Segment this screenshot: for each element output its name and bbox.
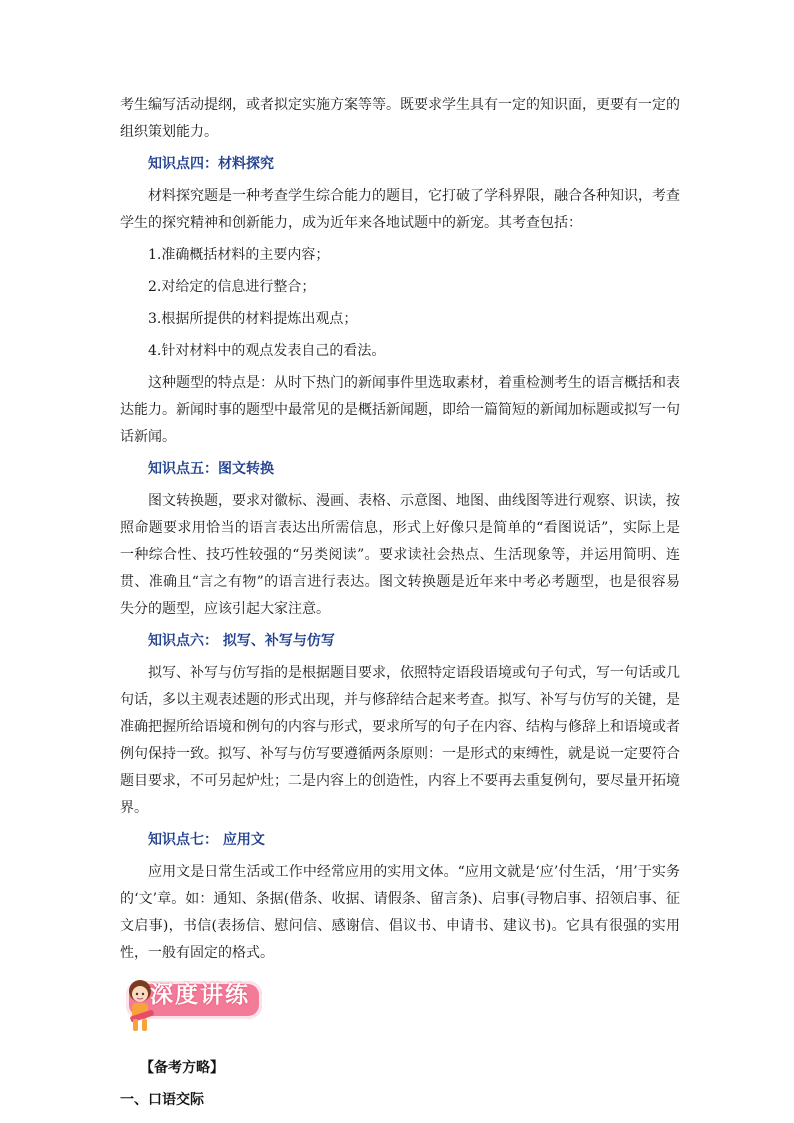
section-4-item-1: 1.准确概括材料的主要内容； [148,247,330,263]
section-6-paragraph-1: 拟写、补写与仿写指的是根据题目要求，依照特定语段语境或句子句式，写一句话或几句话，多以主观表述题的形式出现，并与修辞结合起来考查。拟写、补写与仿写的关键，是准确把握所给语境和例句的内容与形式，要求所写的句子在内容、结构与修辞上和语境或者例句保持一致。拟写、补写与仿写要遵循两条原则：一是形式的束缚性，就是说一定要符合题目要求，不可另起炉灶；二是内容上的创造性，内容上不要再去重复例句，要尽量开拓境界。 [120,665,680,816]
section-4-item-4: 4.针对材料中的观点发表自己的看法。 [148,343,386,359]
section-4-item-3: 3.根据所提供的材料提炼出观点； [148,311,358,327]
document-page [120,92,680,1114]
section-4-paragraph-2: 这种题型的特点是：从时下热门的新闻事件里选取素材，着重检测考生的语言概括和表达能力。新闻时事的题型中最常见的是概括新闻题，即给一篇简短的新闻加标题或拟写一句话新闻。 [120,375,680,445]
strategy-item-1: 一、口语交际 [120,1092,204,1108]
section-4-item-2: 2.对给定的信息进行整合； [148,279,316,295]
deep-practice-banner [120,975,680,1035]
section-5-paragraph-1: 图文转换题，要求对徽标、漫画、表格、示意图、地图、曲线图等进行观察、识读，按照命题要求用恰当的语言表达出所需信息，形式上好像只是简单的“看图说话”，实际上是一种综合性、技巧性较强的“另类阅读”。要求读社会热点、生活现象等，并运用简明、连贯、准确且“言之有物”的语言进行表达。图文转换题是近年来中考必考题型，也是很容易失分的题型，应该引起大家注意。 [120,493,680,617]
section-4-paragraph-1: 材料探究题是一种考查学生综合能力的题目，它打破了学科界限，融合各种知识，考查学生的探究精神和创新能力，成为近年来各地试题中的新宠。其考查包括： [120,188,680,231]
banner-title: 深度讲练 [150,982,250,1008]
section-7-paragraph-1: 应用文是日常生活或工作中经常应用的实用文体。“应用文就是‘应’付生活，‘用’于实务的‘文’章。如：通知、条据(借条、收据、请假条、留言条)、启事(寻物启事、招领启事、征文启事)，书信(表扬信、慰问信、感谢信、倡议书、申请书、建议书)。它具有很强的实用性，一般有固定的格式。 [120,864,680,961]
intro-tail-paragraph: 考生编写活动提纲，或者拟定实施方案等等。既要求学生具有一定的知识面，更要有一定的组织策划能力。 [120,97,680,140]
strategy-title: 【备考方略】 [140,1060,224,1076]
section-heading-6: 知识点六： 拟写、补写与仿写 [148,633,335,649]
section-heading-4: 知识点四：材料探究 [148,156,274,172]
section-heading-7: 知识点七： 应用文 [148,832,265,848]
section-heading-5: 知识点五：图文转换 [148,461,274,477]
